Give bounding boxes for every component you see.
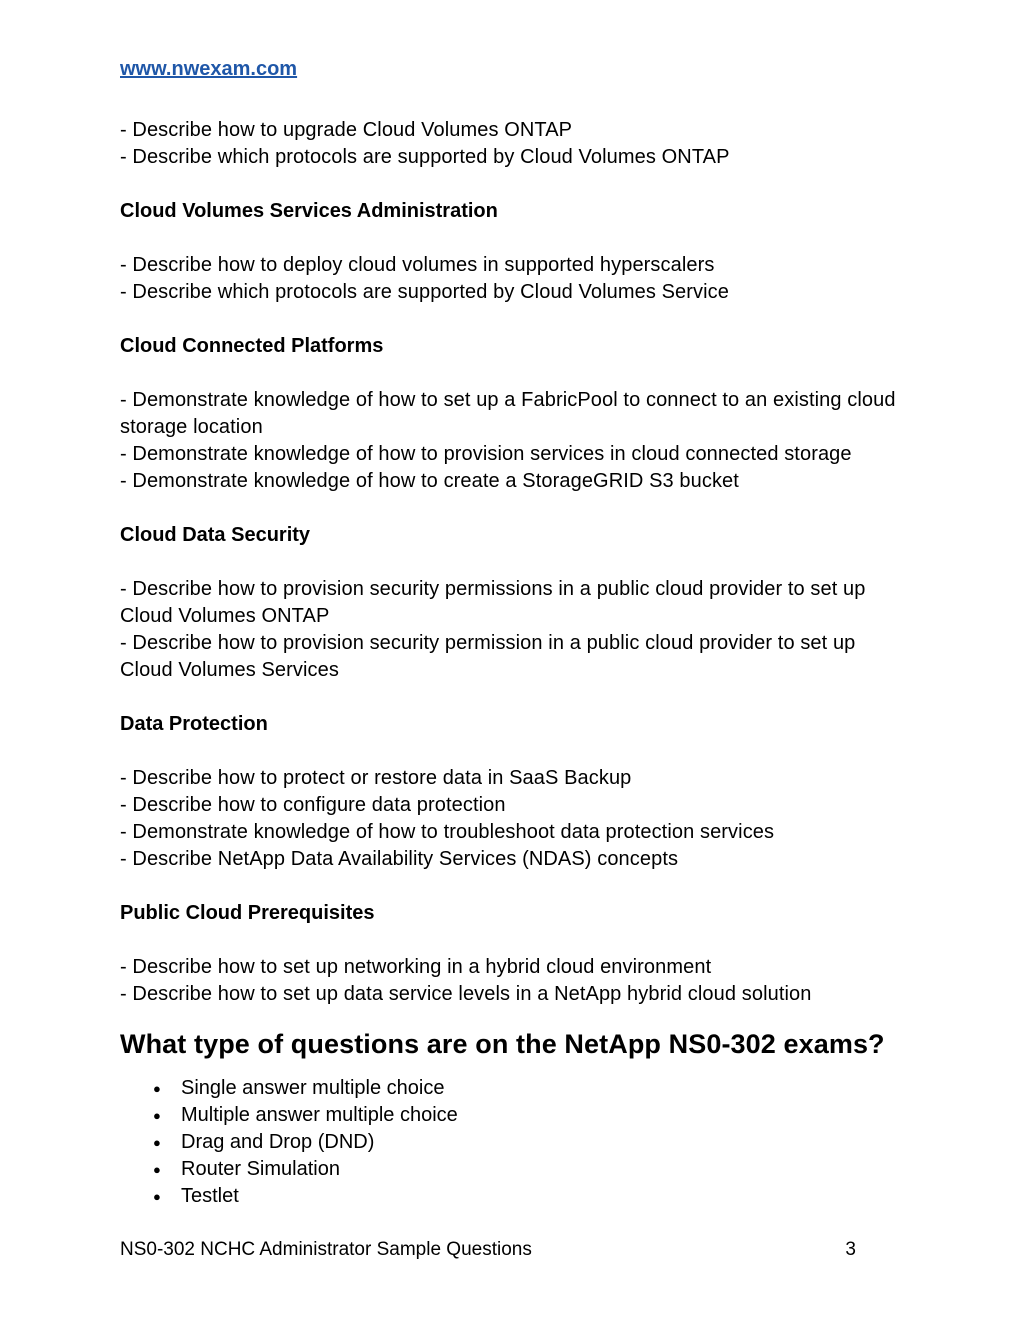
bullet-icon: ● [153,1081,161,1096]
objective-item: - Demonstrate knowledge of how to create a StorageGRID S3 bucket [120,470,739,492]
bullet-icon: ● [153,1108,161,1123]
objective-item: - Describe how to upgrade Cloud Volumes ONTAP [120,119,573,141]
question-type-label: Drag and Drop (DND) [181,1131,375,1153]
question-type-label: Router Simulation [181,1158,340,1180]
website-link[interactable]: www.nwexam.com [120,58,298,80]
page-title-question-types: What type of questions are on the NetApp NS0-302 exams? [120,1029,885,1059]
objective-list-intro [120,117,910,171]
objective-item: - Describe how to provision security permission in a public cloud provider to set up Cloud Volumes Services [120,632,856,681]
objective-item: - Describe how to configure data protection [120,794,506,816]
bullet-icon: ● [153,1162,161,1177]
objective-list [120,252,910,306]
footer-document-title: NS0-302 NCHC Administrator Sample Questions [120,1239,532,1260]
objective-item: - Describe how to provision security permissions in a public cloud provider to set up Cloud Volumes ONTAP [120,578,866,627]
list-item [153,1102,910,1129]
objective-item: - Describe how to protect or restore data in SaaS Backup [120,767,632,789]
list-item [153,1075,910,1102]
page-footer [120,1238,904,1262]
section-heading-data-protection: Data Protection [120,713,268,735]
question-types-list [120,1075,910,1210]
section-heading-public-cloud-prerequisites: Public Cloud Prerequisites [120,902,375,924]
objective-list [120,765,910,873]
question-type-label: Single answer multiple choice [181,1077,445,1099]
list-item [153,1129,910,1156]
objective-item: - Demonstrate knowledge of how to provision services in cloud connected storage [120,443,852,465]
page-number: 3 [845,1239,856,1260]
document-body [120,117,910,1210]
list-item [153,1183,910,1210]
objective-item: - Describe how to deploy cloud volumes in supported hyperscalers [120,254,715,276]
objective-list [120,387,910,495]
list-item [153,1156,910,1183]
objective-item: - Describe NetApp Data Availability Services (NDAS) concepts [120,848,679,870]
section-heading-cloud-volumes-services-administration: Cloud Volumes Services Administration [120,200,498,222]
bullet-icon: ● [153,1189,161,1204]
question-type-label: Multiple answer multiple choice [181,1104,458,1126]
objective-item: - Describe which protocols are supported by Cloud Volumes ONTAP [120,146,730,168]
objective-item: - Describe how to set up data service levels in a NetApp hybrid cloud solution [120,983,812,1005]
objective-item: - Describe which protocols are supported by Cloud Volumes Service [120,281,730,303]
objective-list [120,954,910,1008]
section-heading-cloud-connected-platforms: Cloud Connected Platforms [120,335,384,357]
bullet-icon: ● [153,1135,161,1150]
objective-item: - Describe how to set up networking in a hybrid cloud environment [120,956,712,978]
objective-list [120,576,910,684]
question-type-label: Testlet [181,1185,239,1207]
section-heading-cloud-data-security: Cloud Data Security [120,524,311,546]
objective-item: - Demonstrate knowledge of how to troubleshoot data protection services [120,821,775,843]
objective-item: - Demonstrate knowledge of how to set up a FabricPool to connect to an existing cloud storage location [120,389,896,438]
